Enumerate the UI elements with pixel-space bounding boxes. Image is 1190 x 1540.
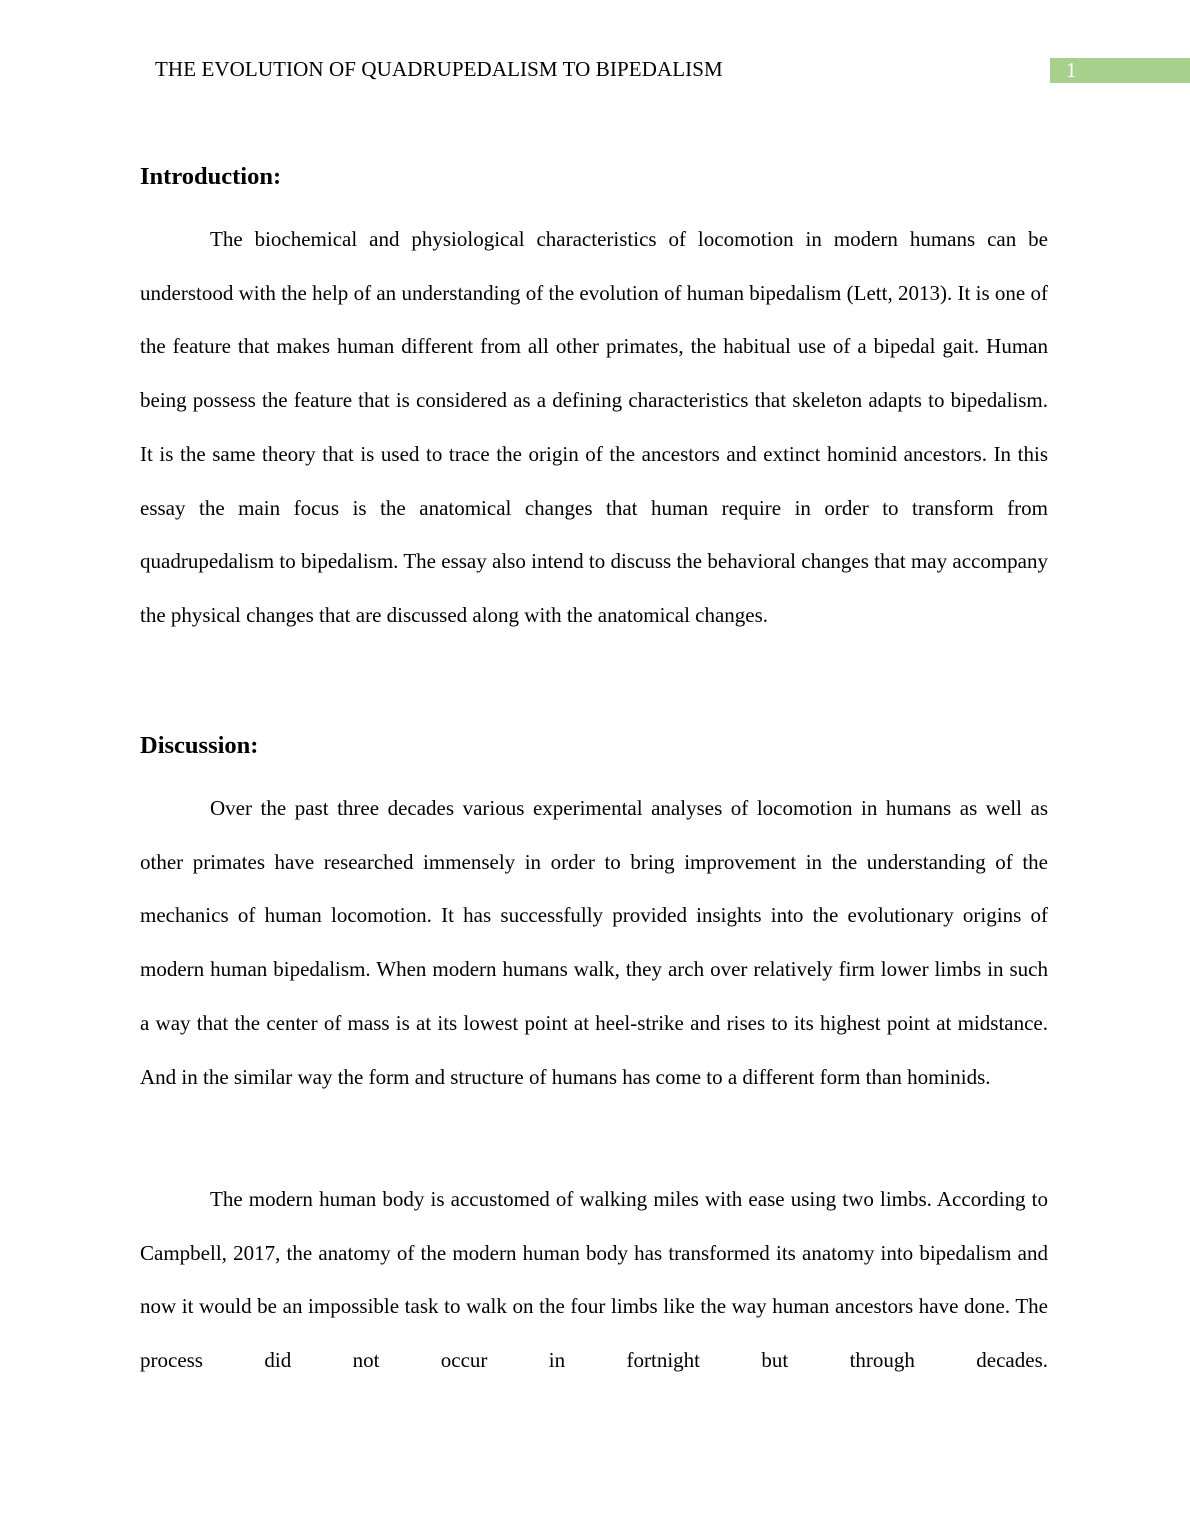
page-number: 1 (1066, 58, 1077, 82)
introduction-paragraph: The biochemical and physiological characteristics of locomotion in modern humans can be understood with the help of an understanding of the evolution of human bipedalism (Lett, 2013). It is one of the feature that makes human different from all other primates, the habitual use of a bipedal gait. Human being possess the feature that is considered as a defining characteristics that skeleton adapts to bipedalism. It is the same theory that is used to trace the origin of the ancestors and extinct hominid ancestors. In this essay the main focus is the anatomical changes that human require in order to transform from quadrupedalism to bipedalism. The essay also intend to discuss the behavioral changes that may accompany the physical changes that are discussed along with the anatomical changes. (140, 227, 1048, 627)
introduction-heading: Introduction: (140, 163, 282, 190)
running-head: THE EVOLUTION OF QUADRUPEDALISM TO BIPEDALISM (155, 57, 723, 81)
discussion-heading: Discussion: (140, 732, 259, 759)
discussion-paragraph-1: Over the past three decades various experimental analyses of locomotion in humans as well as other primates have researched immensely in order to bring improvement in the understanding of the mechanics of human locomotion. It has successfully provided insights into the evolutionary origins of modern human bipedalism. When modern humans walk, they arch over relatively firm lower limbs in such a way that the center of mass is at its lowest point at heel-strike and rises to its highest point at midstance. And in the similar way the form and structure of humans has come to a different form than hominids. (140, 796, 1048, 1089)
discussion-paragraph-2: The modern human body is accustomed of walking miles with ease using two limbs. According to Campbell, 2017, the anatomy of the modern human body has transformed its anatomy into bipedalism and now it would be an impossible task to walk on the four limbs like the way human ancestors have done. The process did not occur in fortnight but through decades. (140, 1187, 1048, 1373)
page-number-box (1050, 58, 1190, 83)
